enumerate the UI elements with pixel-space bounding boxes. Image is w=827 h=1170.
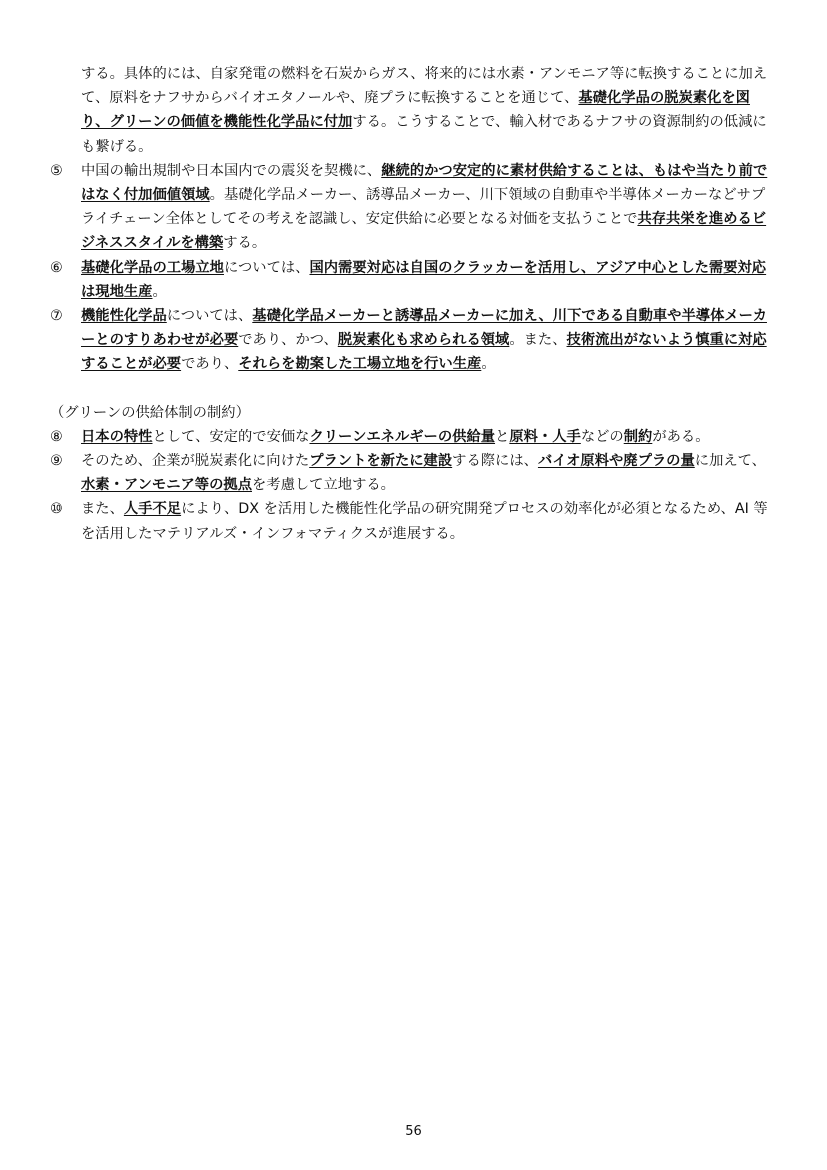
emphasis-text: 水素・アンモニア等の拠点 <box>81 477 252 494</box>
paragraph-group-2 <box>50 425 774 546</box>
body-text: であり、かつ、 <box>238 332 338 349</box>
body-text: などの <box>580 428 624 445</box>
emphasis-text: クリーンエネルギーの供給量 <box>309 428 496 445</box>
emphasis-text: 技術流出がないよう慎重に対応することが必要 <box>81 332 767 373</box>
body-text: であり、 <box>181 356 239 373</box>
emphasis-text: 基礎化学品の脱炭素化を図り、グリーンの価値を機能性化学品に付加 <box>81 90 750 131</box>
emphasis-text: 原料・人手 <box>509 428 581 445</box>
body-text: 。また、 <box>509 332 567 349</box>
body-text: と <box>495 428 510 445</box>
body-text: 。 <box>481 356 496 373</box>
paragraph-group-1 <box>50 62 774 377</box>
body-text: また、 <box>81 501 124 518</box>
emphasis-text: 継続的かつ安定的に素材供給することは、もはや当たり前ではなく付加価値領域 <box>81 162 768 204</box>
body-text: する。具体的には、自家発電の燃料を石炭からガス、将来的には水素・アンモニア等に転換することに加えて、原料をナフサからバイオエタノールや、廃プラに転換することを通じて、 <box>81 66 768 107</box>
item-number: ⑦ <box>50 308 63 325</box>
list-item <box>50 304 774 377</box>
item-number: ⑨ <box>50 453 63 470</box>
body-text: する。こうすることで、輸入材であるナフサの資源制約の低減にも繋げる。 <box>81 114 767 155</box>
body-text: がある。 <box>652 428 710 445</box>
body-text: 。 <box>152 283 167 300</box>
emphasis-text: 国内需要対応は自国のクラッカーを活用し、アジア中心とした需要対応は現地生産 <box>81 259 767 300</box>
body-text: する。 <box>223 235 267 252</box>
item-number: ⑩ <box>50 501 63 518</box>
emphasis-text: 制約 <box>623 428 653 445</box>
emphasis-text: それらを勘案した工場立地を行い生産 <box>238 356 482 373</box>
body-text: する際には、 <box>452 453 538 470</box>
document-body <box>50 62 774 546</box>
item-number: ⑧ <box>50 428 63 445</box>
item-number: ⑥ <box>50 259 63 276</box>
list-item <box>50 159 774 256</box>
body-text: 。基礎化学品メーカー、誘導品メーカー、川下領域の自動車や半導体メーカーなどサプライチェーン全体としてその考えを認識し、安定供給に必要となる対価を支払うことで <box>81 187 766 228</box>
emphasis-text: 機能性化学品 <box>81 308 167 325</box>
emphasis-text: 脱炭素化も求められる領域 <box>337 332 510 349</box>
emphasis-text: 基礎化学品メーカーと誘導品メーカーに加え、川下である自動車や半導体メーカーとのすりあわせが必要 <box>81 308 767 349</box>
body-text: については、 <box>223 259 310 276</box>
section-heading: （グリーンの供給体制の制約） <box>50 404 250 421</box>
emphasis-text: 基礎化学品の工場立地 <box>81 259 224 276</box>
item-number: ⑤ <box>50 162 63 179</box>
emphasis-text: 日本の特性 <box>81 428 153 445</box>
body-text: により、DX を活用した機能性化学品の研究開発プロセスの効率化が必須となるため、AI 等を活用したマテリアルズ・インフォマティクスが進展する。 <box>81 501 768 542</box>
body-text: として、安定的で安価な <box>152 428 310 445</box>
emphasis-text: バイオ原料や廃プラの量 <box>537 453 695 470</box>
list-item <box>50 449 774 497</box>
body-text: そのため、企業が脱炭素化に向けた <box>81 453 310 470</box>
list-item <box>50 497 774 545</box>
emphasis-text: プラントを新たに建設 <box>309 453 453 470</box>
list-item <box>50 425 774 449</box>
list-item <box>50 62 774 159</box>
list-item <box>50 256 774 304</box>
emphasis-text: 人手不足 <box>123 501 182 518</box>
emphasis-text: 共存共栄を進めるビジネススタイルを構築 <box>81 211 767 252</box>
body-text: を考慮して立地する。 <box>252 477 395 494</box>
body-text: に加えて、 <box>694 453 766 470</box>
page-number: 56 <box>405 1124 422 1139</box>
body-text: については、 <box>166 308 253 325</box>
body-text: 中国の輸出規制や日本国内での震災を契機に、 <box>81 162 382 179</box>
